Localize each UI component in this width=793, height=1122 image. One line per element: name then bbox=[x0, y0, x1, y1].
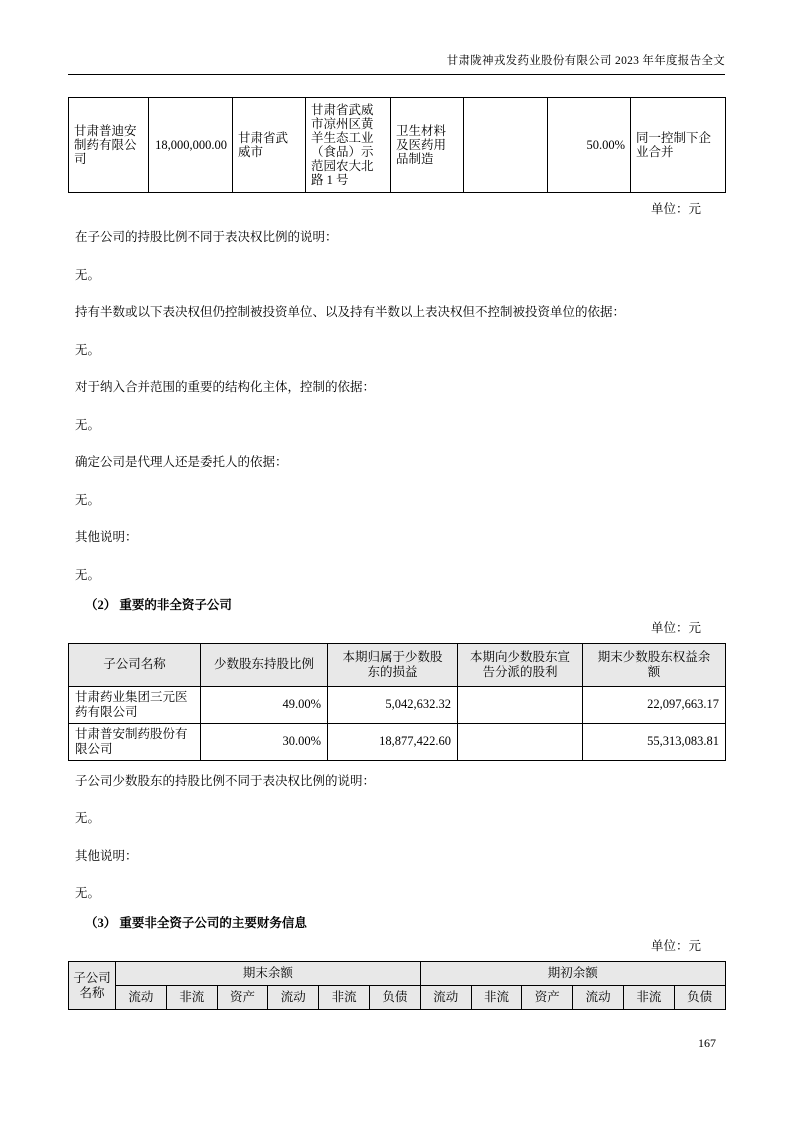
location-cell: 甘肃省武威市 bbox=[233, 98, 306, 193]
paragraph: 无。 bbox=[75, 567, 101, 582]
paragraph: 其他说明： bbox=[75, 530, 138, 544]
table-subheader-row bbox=[69, 986, 726, 1010]
section-heading-2: （2） 重要的非全资子公司 bbox=[85, 597, 232, 612]
unit-label: 单位：元 bbox=[650, 939, 701, 953]
sub-header: 流动 bbox=[420, 986, 471, 1010]
address-cell: 甘肃省武威市凉州区黄羊生态工业（食品）示范园农大北路 1 号 bbox=[306, 98, 391, 193]
profit-loss-cell: 5,042,632.32 bbox=[328, 686, 458, 723]
table-header-row bbox=[69, 962, 726, 986]
paragraph: 无。 bbox=[75, 417, 101, 432]
sub-header: 资产 bbox=[522, 986, 573, 1010]
sub-header: 非流 bbox=[166, 986, 217, 1010]
report-title: 甘肃陇神戎发药业股份有限公司 2023 年年度报告全文 bbox=[68, 52, 725, 75]
sub-header: 流动 bbox=[573, 986, 624, 1010]
paragraph: 确定公司是代理人还是委托人的依据： bbox=[75, 455, 288, 469]
paragraph: 无。 bbox=[75, 886, 101, 900]
equity-balance-cell: 22,097,663.17 bbox=[583, 686, 726, 723]
shareholding-ratio-cell: 50.00% bbox=[548, 98, 631, 193]
paragraph: 无。 bbox=[75, 492, 101, 507]
column-header: 少数股东持股比例 bbox=[201, 643, 328, 686]
section-heading-3: （3） 重要非全资子公司的主要财务信息 bbox=[85, 916, 307, 930]
profit-loss-cell: 18,877,422.60 bbox=[328, 723, 458, 760]
page-number: 167 bbox=[698, 1036, 716, 1050]
unit-label: 单位：元 bbox=[650, 202, 701, 216]
paragraph: 在子公司的持股比例不同于表决权比例的说明： bbox=[75, 230, 338, 244]
section2-paragraphs bbox=[68, 775, 725, 901]
registered-capital-cell: 18,000,000.00 bbox=[149, 98, 233, 193]
sub-header: 负债 bbox=[369, 986, 420, 1010]
column-header: 期末少数股东权益余额 bbox=[583, 643, 726, 686]
minority-subsidiaries-table bbox=[68, 643, 726, 761]
paragraph: 其他说明： bbox=[75, 848, 138, 863]
paragraph: 持有半数或以下表决权但仍控制被投资单位、以及持有半数以上表决权但不控制被投资单位的依据： bbox=[75, 305, 626, 319]
notes-paragraphs bbox=[68, 231, 725, 582]
subsidiary-name-cell: 甘肃普迪安制药有限公司 bbox=[69, 98, 149, 193]
page-header bbox=[68, 0, 725, 75]
business-scope-cell: 卫生材料及医药用品制造 bbox=[391, 98, 464, 193]
unit-label: 单位：元 bbox=[650, 620, 701, 635]
paragraph: 子公司少数股东的持股比例不同于表决权比例的说明： bbox=[75, 773, 376, 788]
subsidiary-name-cell: 甘肃普安制药股份有限公司 bbox=[69, 723, 201, 760]
equity-balance-cell: 55,313,083.81 bbox=[583, 723, 726, 760]
shareholding-cell: 30.00% bbox=[201, 723, 328, 760]
sub-header: 流动 bbox=[116, 986, 167, 1010]
shareholding-cell: 49.00% bbox=[201, 686, 328, 723]
subsidiary-name-cell: 甘肃药业集团三元医药有限公司 bbox=[69, 686, 201, 723]
paragraph: 对于纳入合并范围的重要的结构化主体，控制的依据： bbox=[75, 380, 376, 394]
table-header-row bbox=[69, 643, 726, 686]
column-header: 子公司名称 bbox=[69, 643, 201, 686]
dividend-cell bbox=[458, 723, 583, 760]
paragraph: 无。 bbox=[75, 267, 101, 282]
acquisition-method-cell: 同一控制下企业合并 bbox=[631, 98, 726, 193]
sub-header: 非流 bbox=[623, 986, 674, 1010]
paragraph: 无。 bbox=[75, 811, 101, 825]
column-header: 本期归属于少数股东的损益 bbox=[328, 643, 458, 686]
empty-cell bbox=[464, 98, 548, 193]
sub-header: 流动 bbox=[268, 986, 319, 1010]
column-header: 子公司名称 bbox=[69, 962, 116, 1010]
table-row bbox=[69, 98, 726, 193]
table-row bbox=[69, 686, 726, 723]
table-row bbox=[69, 723, 726, 760]
sub-header: 非流 bbox=[471, 986, 522, 1010]
dividend-cell bbox=[458, 686, 583, 723]
sub-header: 负债 bbox=[674, 986, 725, 1010]
paragraph: 无。 bbox=[75, 342, 101, 357]
group-header-beginning: 期初余额 bbox=[420, 962, 725, 986]
sub-header: 资产 bbox=[217, 986, 268, 1010]
column-header: 本期向少数股东宣告分派的股利 bbox=[458, 643, 583, 686]
financial-info-table bbox=[68, 961, 726, 1010]
group-header-ending: 期末余额 bbox=[116, 962, 421, 986]
sub-header: 非流 bbox=[319, 986, 370, 1010]
subsidiary-continuation-table bbox=[68, 97, 726, 193]
